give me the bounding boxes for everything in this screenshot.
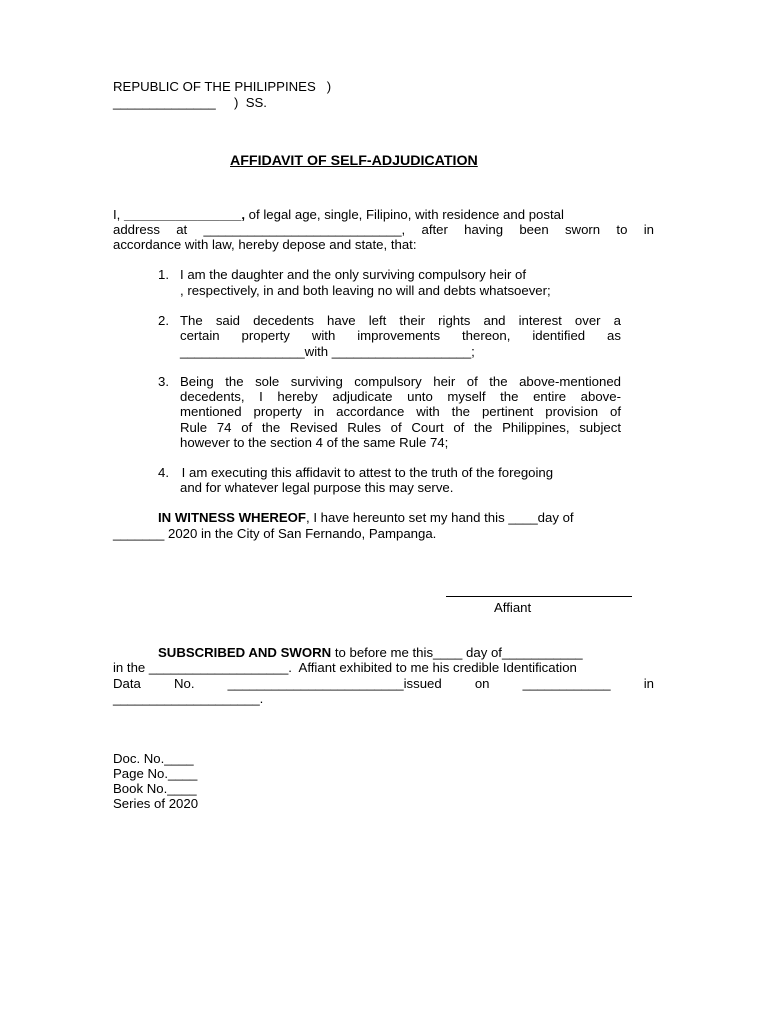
item-line: however to the section 4 of the same Rule 74; — [180, 435, 449, 450]
item-number: 2. — [158, 313, 169, 328]
item-line: and for whatever legal purpose this may serve. — [180, 480, 454, 495]
item-line: Being the sole surviving compulsory heir of the above-mentioned — [180, 374, 621, 389]
venue-line-2: ______________ ) SS. — [113, 95, 267, 110]
witness-line-2: _______ 2020 in the City of San Fernando, Pampanga. — [113, 526, 437, 541]
intro-line-3: accordance with law, hereby depose and state, that: — [113, 237, 417, 252]
jurat-line-3: Data No. ________________________issued on ____________ in — [113, 676, 654, 691]
item-number: 1. — [158, 267, 169, 282]
jurat-line-4: ____________________. — [113, 691, 264, 706]
affiant-label: Affiant — [494, 600, 532, 615]
document-title: AFFIDAVIT OF SELF-ADJUDICATION — [230, 153, 478, 169]
item-line: I am the daughter and the only surviving compulsory heir of — [180, 267, 526, 282]
item-line: Rule 74 of the Revised Rules of Court of the Philippines, subject — [180, 420, 621, 435]
book-number: Book No.____ — [113, 781, 197, 796]
item-line: , respectively, in and both leaving no will and debts whatsoever; — [180, 283, 551, 298]
item-number: 3. — [158, 374, 169, 389]
intro-line-1-rest: of legal age, single, Filipino, with residence and postal — [245, 207, 564, 222]
jurat-line-2: in the ___________________. Affiant exhibited to me his credible Identification — [113, 660, 577, 675]
intro-lead: I, — [113, 207, 124, 222]
item-line: mentioned property in accordance with the pertinent provision of — [180, 404, 621, 419]
jurat-rest: to before me this____ day of___________ — [331, 645, 583, 660]
item-number: 4. — [158, 465, 169, 480]
signature-line — [446, 596, 632, 597]
witness-line-1 — [158, 510, 574, 526]
intro-line-1 — [113, 207, 564, 223]
item-line: decedents, I hereby adjudicate unto myself the entire above- — [180, 389, 621, 404]
jurat-heading: SUBSCRIBED AND SWORN — [158, 645, 332, 660]
name-blank: ________________, — [124, 207, 246, 222]
series-year: Series of 2020 — [113, 796, 199, 811]
item-line: _________________with ___________________; — [180, 344, 475, 359]
jurat-line-1 — [158, 645, 583, 661]
doc-number: Doc. No.____ — [113, 751, 194, 766]
page-number: Page No.____ — [113, 766, 198, 781]
witness-heading: IN WITNESS WHEREOF — [158, 510, 306, 525]
venue-line-1: REPUBLIC OF THE PHILIPPINES ) — [113, 79, 332, 94]
item-line: certain property with improvements thereon, identified as — [180, 328, 621, 343]
item-line: The said decedents have left their rights and interest over a — [180, 313, 621, 328]
item-line: I am executing this affidavit to attest to the truth of the foregoing — [178, 465, 554, 480]
intro-line-2: address at ___________________________, after having been sworn to in — [113, 222, 654, 237]
witness-rest: , I have hereunto set my hand this ____day of — [306, 510, 574, 525]
